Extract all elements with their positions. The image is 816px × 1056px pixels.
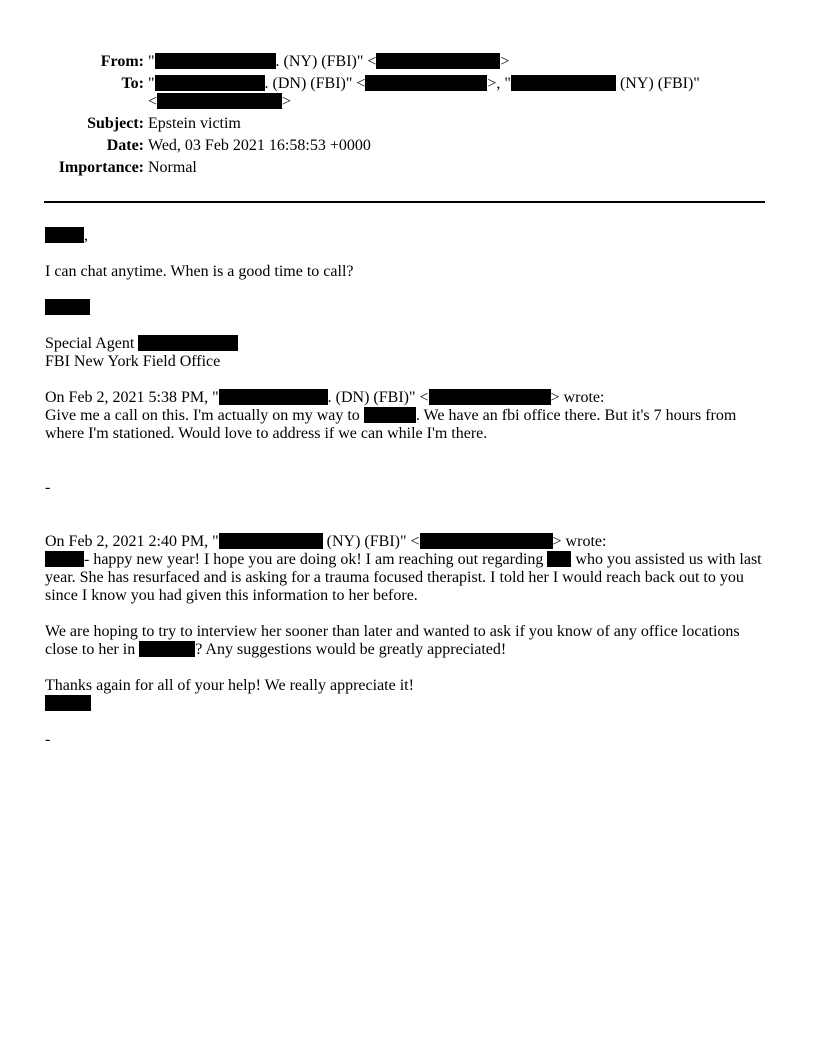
date-row: [0, 137, 760, 155]
redaction: [155, 53, 276, 69]
redaction: [376, 53, 500, 69]
redaction: [547, 551, 571, 567]
importance-label: Importance:: [58, 159, 144, 176]
redaction: [364, 407, 416, 423]
from-row: [0, 53, 760, 71]
subject-label: Subject:: [87, 115, 144, 132]
redaction: [45, 299, 90, 315]
separator-dash: -: [45, 479, 51, 496]
greeting: ,: [45, 227, 767, 245]
importance-row: [0, 159, 760, 177]
redaction: [45, 227, 84, 243]
signature-title: Special Agent: [45, 335, 139, 352]
to-row: [0, 75, 760, 111]
reply-line: I can chat anytime. When is a good time to call?: [45, 263, 354, 280]
redaction: [219, 533, 323, 549]
redaction: [138, 335, 238, 351]
from-value: " . (NY) (FBI)" < >: [148, 53, 510, 70]
to-label: To:: [121, 75, 144, 92]
quoted-paragraph-2: We are hoping to try to interview her sooner than later and wanted to ask if you know of any office locations close to her in ? Any suggestions would be greatly appreciated!: [45, 623, 740, 658]
email-body: [45, 227, 767, 767]
date-value: Wed, 03 Feb 2021 16:58:53 +0000: [148, 137, 371, 154]
subject-row: [0, 115, 760, 133]
from-label: From:: [100, 53, 144, 70]
redaction: [365, 75, 487, 91]
redaction: [157, 93, 282, 109]
header-divider: [44, 201, 765, 203]
redaction: [429, 389, 551, 405]
signature: [45, 335, 767, 371]
quoted-message-1: On Feb 2, 2021 5:38 PM, " . (DN) (FBI)" < > wrote: Give me a call on this. I'm actually on my way to . We have an fbi office there. But it's 7 hours from where I'm stationed. Would love to address if we can while I'm there.: [45, 389, 737, 442]
email-header: [0, 53, 760, 181]
to-value: " . (DN) (FBI)" < >, " (NY) (FBI)" < >: [148, 75, 700, 110]
subject-value: Epstein victim: [148, 115, 241, 132]
date-label: Date:: [106, 137, 144, 154]
redaction: [219, 389, 328, 405]
redaction: [155, 75, 265, 91]
redaction: [45, 551, 84, 567]
redaction: [511, 75, 616, 91]
signature-office: FBI New York Field Office: [45, 353, 221, 370]
redaction: [45, 695, 91, 711]
signoff-name: [45, 299, 767, 317]
quoted-paragraph-3: Thanks again for all of your help! We really appreciate it!: [45, 677, 767, 713]
separator-dash: -: [45, 731, 51, 748]
redaction: [420, 533, 553, 549]
redaction: [139, 641, 195, 657]
importance-value: Normal: [148, 159, 197, 176]
quoted-message-2: On Feb 2, 2021 2:40 PM, " (NY) (FBI)" < > wrote: - happy new year! I hope you are doing ok! I am reaching out regarding who you assisted us with last year. She has resurfaced and is asking for a trauma focused therapist. I told her I would reach back out to you since I know you had given this information to her before.: [45, 533, 762, 604]
